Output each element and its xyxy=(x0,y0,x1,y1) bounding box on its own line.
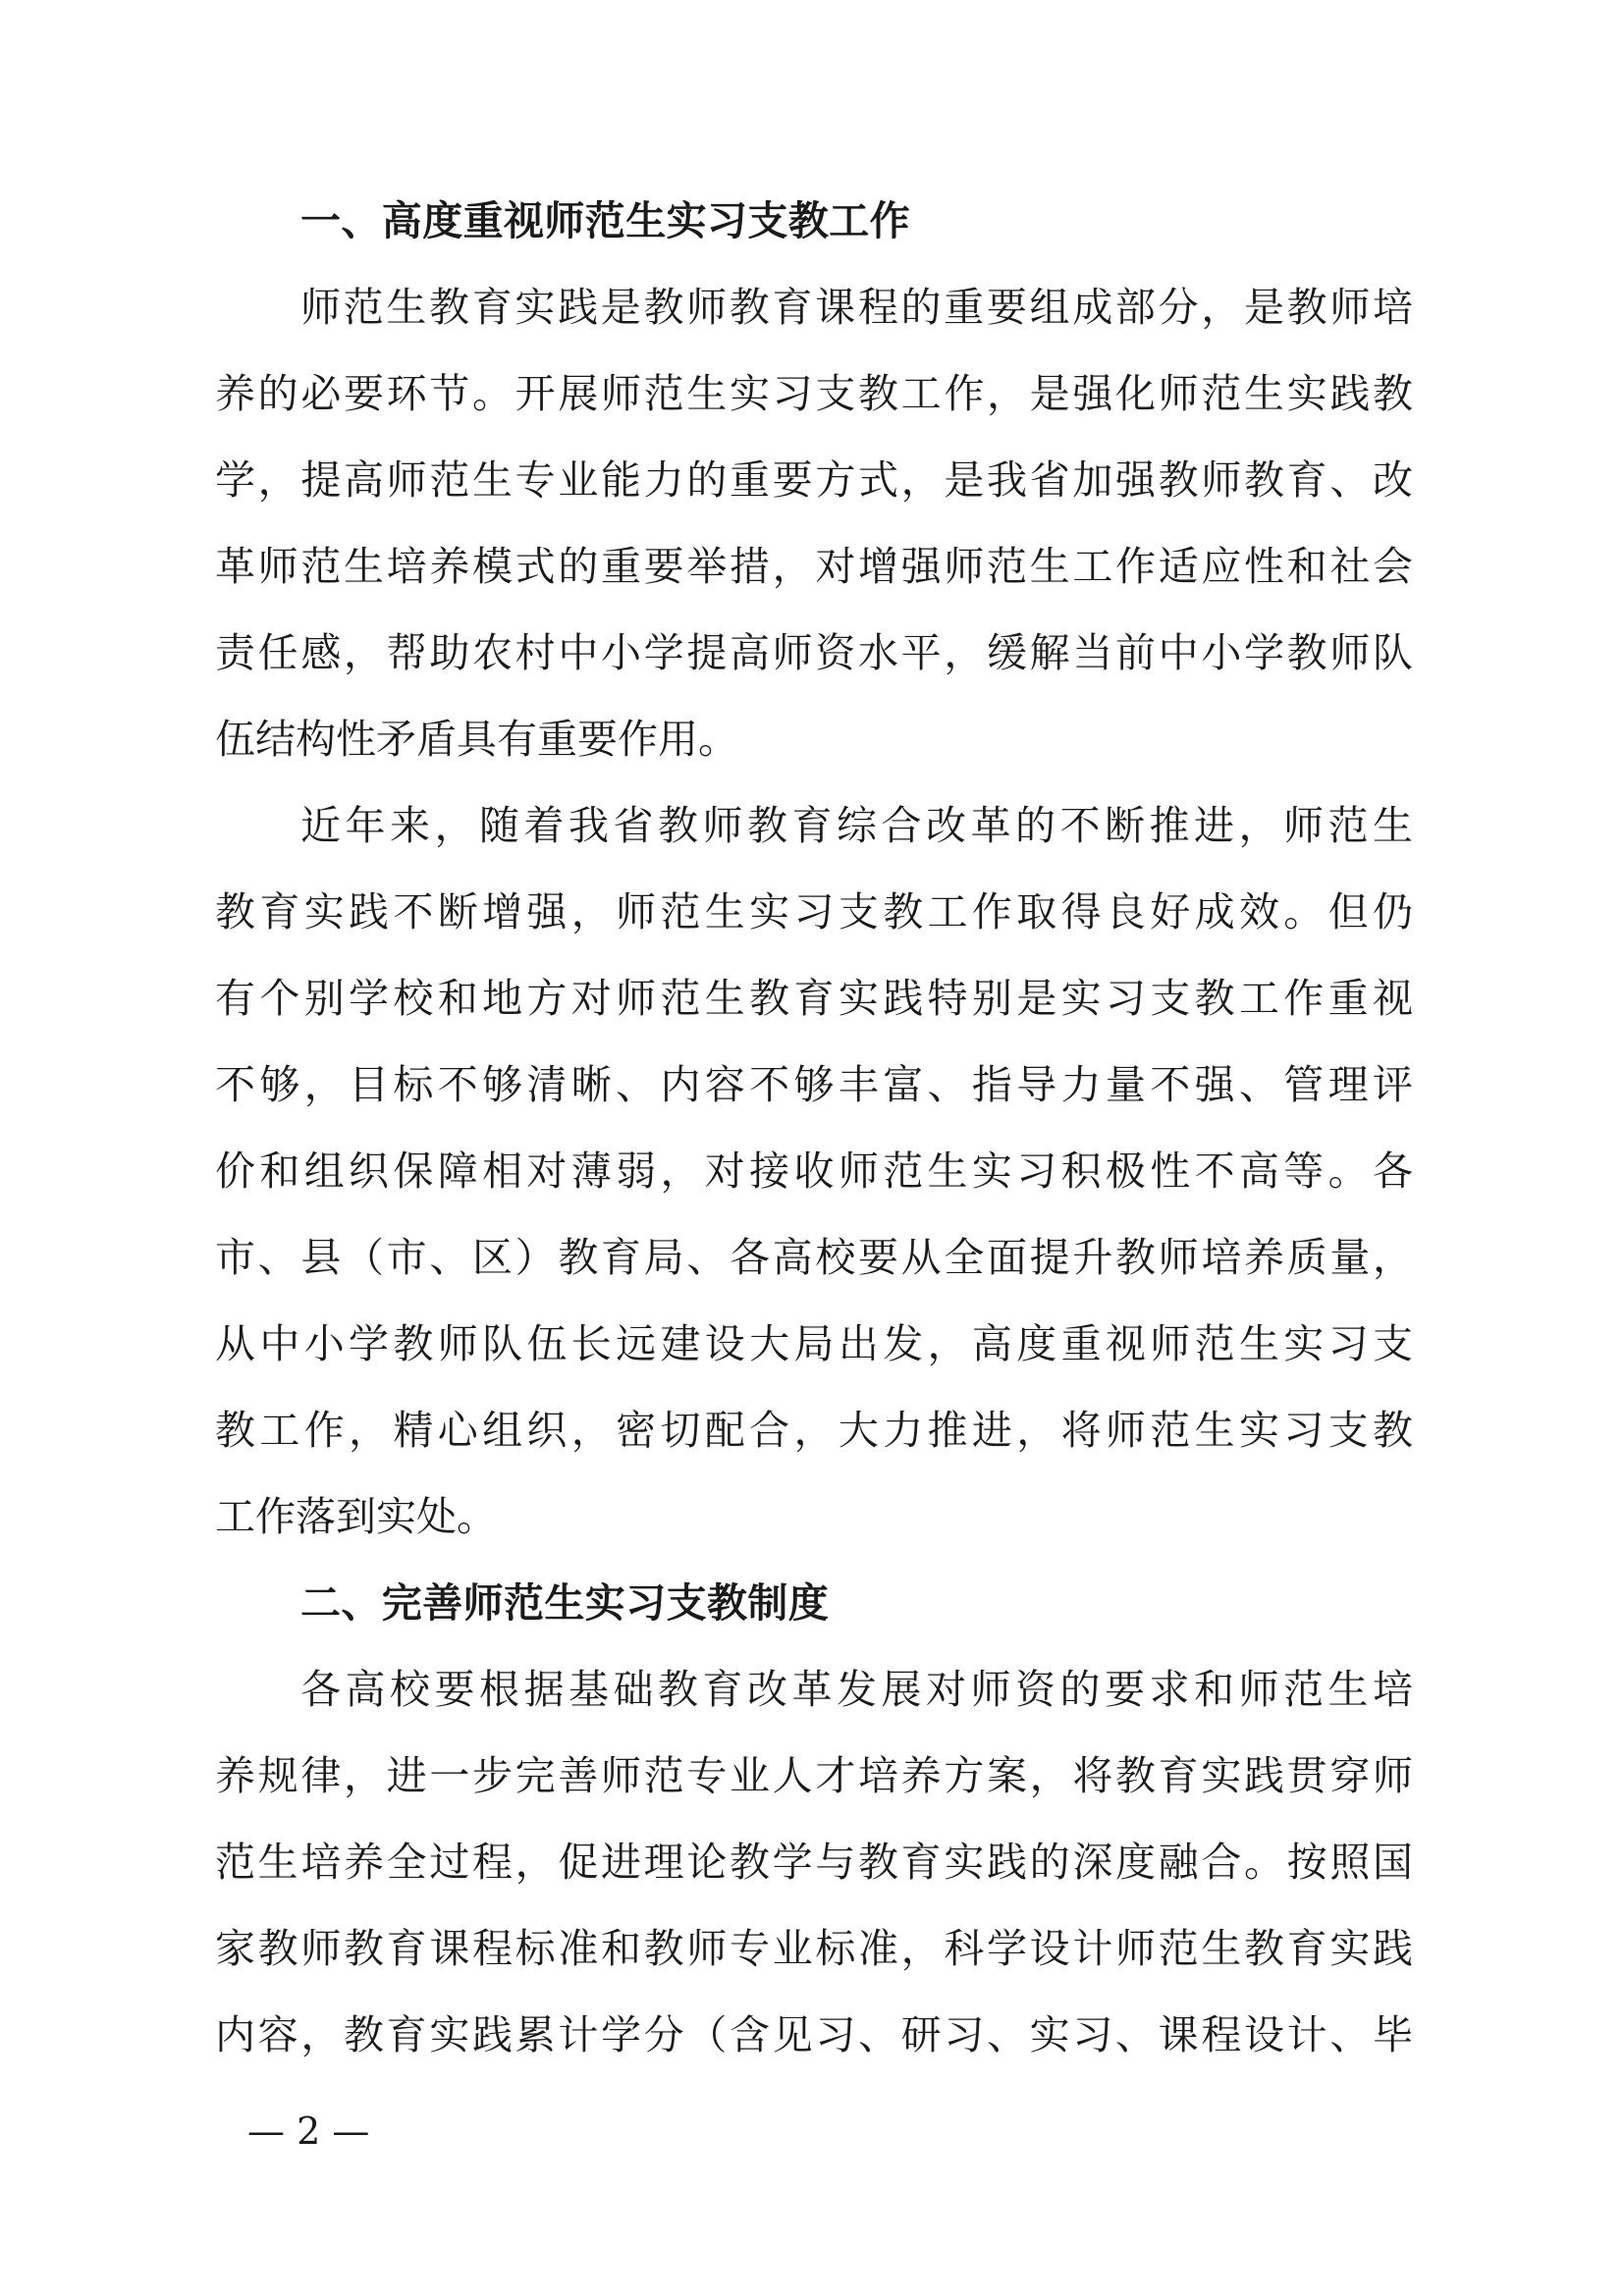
paragraph-line: 养的必要环节。开展师范生实习支教工作，是强化师范生实践教 xyxy=(215,370,1413,417)
paragraph-line: 市、县（市、区）教育局、各高校要从全面提升教师培养质量， xyxy=(215,1234,1413,1281)
section-heading-1: 一、高度重视师范生实习支教工作 xyxy=(300,197,910,244)
paragraph-line: 各高校要根据基础教育改革发展对师资的要求和师范生培 xyxy=(300,1666,1413,1713)
paragraph-line: 革师范生培养模式的重要举措，对增强师范生工作适应性和社会 xyxy=(215,543,1413,590)
paragraph-line: 师范生教育实践是教师教育课程的重要组成部分，是教师培 xyxy=(300,284,1413,331)
paragraph-line: 内容，教育实践累计学分（含见习、研习、实习、课程设计、毕 xyxy=(215,2011,1413,2058)
paragraph-line: 家教师教育课程标准和教师专业标准，科学设计师范生教育实践 xyxy=(215,1925,1413,1972)
paragraph-line: 学，提高师范生专业能力的重要方式，是我省加强教师教育、改 xyxy=(215,456,1413,504)
paragraph-line: 有个别学校和地方对师范生教育实践特别是实习支教工作重视 xyxy=(215,975,1413,1022)
paragraph-line: 伍结构性矛盾具有重要作用。 xyxy=(215,716,738,763)
paragraph-line: 责任感，帮助农村中小学提高师资水平，缓解当前中小学教师队 xyxy=(215,629,1413,676)
paragraph-line: 近年来，随着我省教师教育综合改革的不断推进，师范生 xyxy=(300,802,1413,849)
paragraph-line: 价和组织保障相对薄弱，对接收师范生实习积极性不高等。各 xyxy=(215,1148,1413,1195)
page-number: — 2 — xyxy=(247,2109,370,2153)
paragraph-line: 从中小学教师队伍长远建设大局出发，高度重视师范生实习支 xyxy=(215,1320,1413,1367)
paragraph-line: 范生培养全过程，促进理论教学与教育实践的深度融合。按照国 xyxy=(215,1839,1413,1886)
section-heading-2: 二、完善师范生实习支教制度 xyxy=(300,1579,830,1627)
paragraph-line: 教工作，精心组织，密切配合，大力推进，将师范生实习支教 xyxy=(215,1407,1413,1454)
paragraph-line: 不够，目标不够清晰、内容不够丰富、指导力量不强、管理评 xyxy=(215,1061,1413,1108)
paragraph-line: 工作落到实处。 xyxy=(215,1493,497,1540)
paragraph-line: 教育实践不断增强，师范生实习支教工作取得良好成效。但仍 xyxy=(215,888,1413,935)
paragraph-line: 养规律，进一步完善师范专业人才培养方案，将教育实践贯穿师 xyxy=(215,1752,1413,1799)
